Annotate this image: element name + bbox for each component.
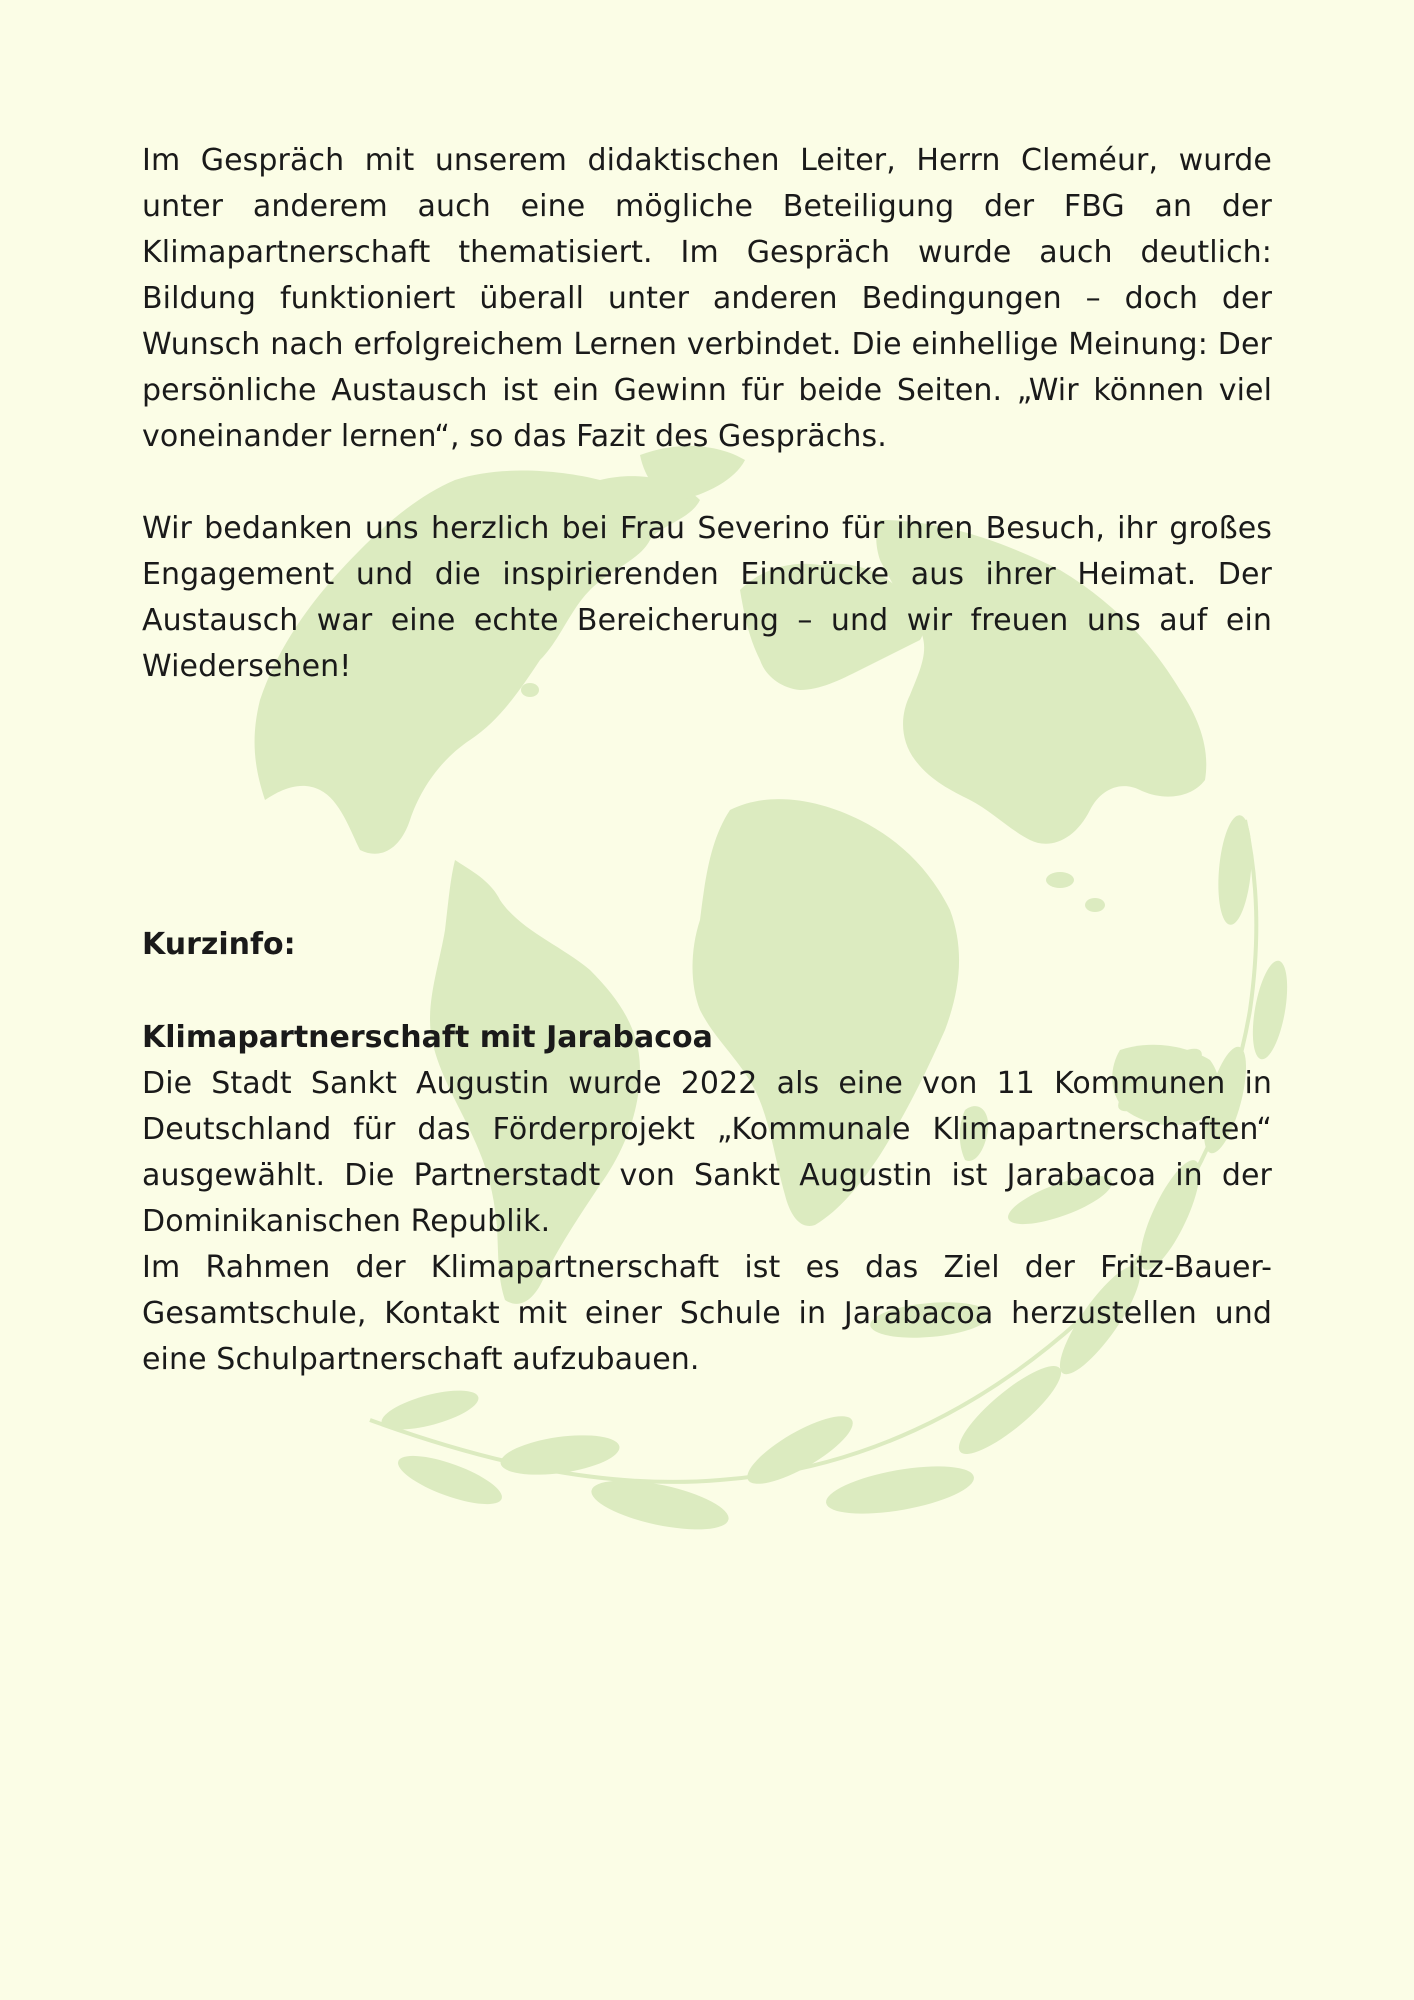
info-box-paragraph-1: Die Stadt Sankt Augustin wurde 2022 als eine von 11 Kommunen in Deutschland für das Förderprojekt „Kommunale Klimapartnerschaften“ ausgewählt. Die Partnerstadt von Sankt Augustin ist Jarabacoa in der Dominikanischen Republik. [142,1066,1272,1239]
page-content [142,138,1272,1383]
info-box-heading: Klimapartnerschaft mit Jarabacoa [142,1020,713,1055]
info-box-label: Kurzinfo: [142,927,296,962]
article-paragraph-2: Wir bedanken uns herzlich bei Frau Severino für ihren Besuch, ihr großes Engagement und die inspirierenden Eindrücke aus ihrer Heimat. Der Austausch war eine echte Bereicherung – und wir freuen uns auf ein Wiedersehen! [142,511,1272,684]
info-box-paragraph-2: Im Rahmen der Klimapartnerschaft ist es das Ziel der Fritz-Bauer-Gesamtschule, Kontakt mit einer Schule in Jarabacoa herzustellen und eine Schulpartnerschaft aufzubauen. [142,1250,1272,1377]
article-paragraph-1: Im Gespräch mit unserem didaktischen Leiter, Herrn Cleméur, wurde unter anderem auch eine mögliche Beteiligung der FBG an der Klimapartnerschaft thematisiert. Im Gespräch wurde auch deutlich: Bildung funktioniert überall unter anderen Bedingungen – doch der Wunsch nach erfolgreichem Lernen verbindet. Die einhellige Meinung: Der persönliche Austausch ist ein Gewinn für beide Seiten. „Wir können viel voneinander lernen“, so das Fazit des Gesprächs. [142,143,1272,454]
